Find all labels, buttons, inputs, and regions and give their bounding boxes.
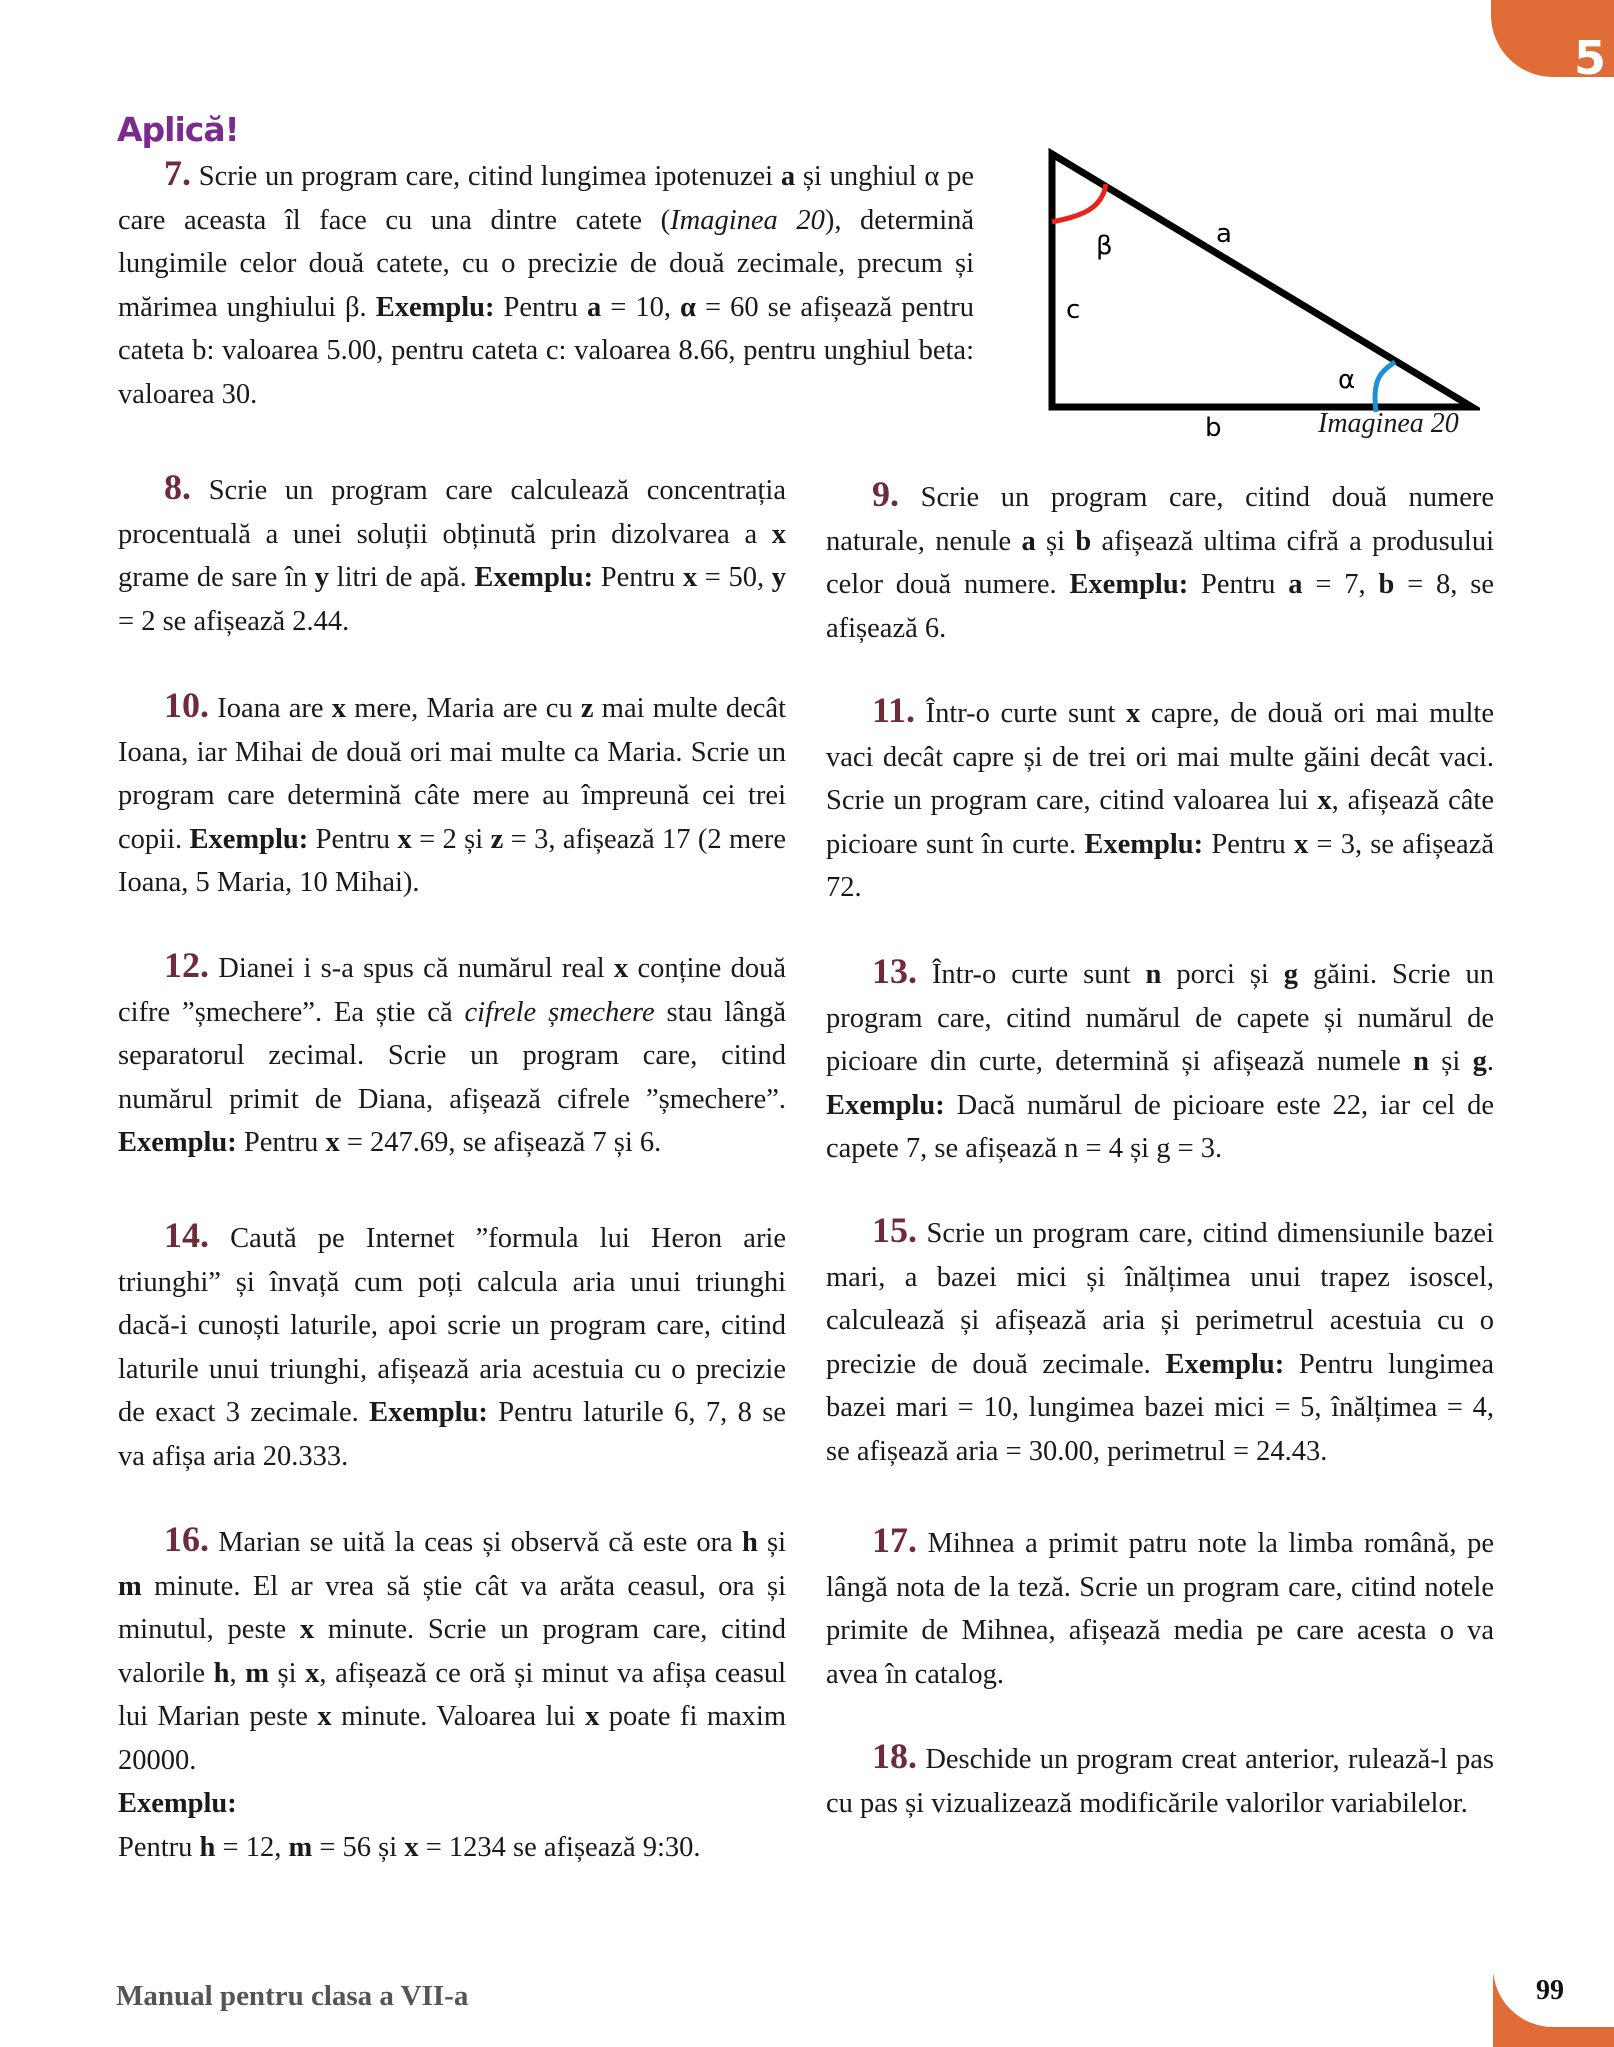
exercise-8: [118, 466, 786, 643]
example-text: Pentru h = 12, m = 56 și x = 1234 se afișează 9:30.: [118, 1831, 701, 1863]
exercise-text: 13. Într-o curte sunt n porci și g găini. Scrie un program care, citind numărul de capete și numărul de picioare din curte, determină și afișează numele n și g. Exemplu: Dacă numărul de picioare este 22, iar cel de capete 7, se afișează n = 4 și g = 3.: [826, 951, 1494, 1164]
figure-caption: Imaginea 20: [1318, 408, 1459, 439]
exercise-number: 14.: [164, 1215, 209, 1255]
exercise-number: 15.: [872, 1210, 917, 1250]
exercise-text: 17. Mihnea a primit patru note la limba română, pe lângă nota de la teză. Scrie un program care, citind notele primite de Mihnea, afișează media pe care acesta o va avea în catalog.: [826, 1520, 1494, 1690]
exercise-15: [826, 1209, 1494, 1473]
book-title-footer: Manual pentru clasa a VII-a: [116, 1980, 469, 2012]
section-title: Aplică!: [117, 110, 239, 149]
exercise-17: [826, 1519, 1494, 1696]
exercise-number: 12.: [164, 945, 209, 985]
exercise-13: [826, 950, 1494, 1171]
exercise-text: 18. Deschide un program creat anterior, rulează-l pas cu pas și vizualizează modificările valorilor variabilelor.: [826, 1736, 1494, 1819]
exercise-11: [826, 689, 1494, 910]
exercise-text: 15. Scrie un program care, citind dimensiunile bazei mari, a bazei mici și înălțimea unui trapez isoscel, calculează și afișează aria și perimetrul acestuia cu o precizie de două zecimale. Exemplu: Pentru lungimea bazei mari = 10, lungimea bazei mici = 5, înălțimea = 4, se afișează aria = 30.00, perimetrul = 24.43.: [826, 1210, 1494, 1467]
exercise-text: 12. Dianei i s-a spus că numărul real x conține două cifre ”șmechere”. Ea știe că cifrele șmechere stau lângă separatorul zecimal. Scrie un program care, citind numărul primit de Diana, afișează cifrele ”șmechere”. Exemplu: Pentru x = 247.69, se afișează 7 și 6.: [118, 945, 786, 1158]
leg-c-label: c: [1066, 295, 1081, 325]
exercise-18: [826, 1735, 1494, 1825]
exercise-text: 10. Ioana are x mere, Maria are cu z mai multe decât Ioana, iar Mihai de două ori mai multe ca Maria. Scrie un program care determină câte mere au împreună cei trei copii. Exemplu: Pentru x = 2 și z = 3, afișează 17 (2 mere Ioana, 5 Maria, 10 Mihai).: [118, 685, 786, 898]
exercise-9: [826, 473, 1494, 650]
exercise-number: 16.: [164, 1519, 209, 1559]
exercise-16: [118, 1518, 786, 1869]
exercise-number: 18.: [872, 1736, 917, 1776]
exercise-text: 11. Într-o curte sunt x capre, de două ori mai multe vaci decât capre și de trei ori mai multe găini decât vaci. Scrie un program care, citind valoarea lui x, afișează câte picioare sunt în curte. Exemplu: Pentru x = 3, se afișează 72.: [826, 690, 1495, 903]
leg-b-label: b: [1205, 413, 1222, 440]
exercise-text: 14. Caută pe Internet ”formula lui Heron arie triunghi” și învață cum poți calcula aria unui triunghi dacă-i cunoști laturile, apoi scrie un program care, citind laturile unui triunghi, afișează aria acestuia cu o precizie de exact 3 zecimale. Exemplu: Pentru laturile 6, 7, 8 se va afișa aria 20.333.: [118, 1215, 787, 1472]
example-label: Exemplu:: [118, 1788, 237, 1819]
alpha-label: α: [1338, 365, 1356, 395]
exercise-10: [118, 684, 786, 905]
exercise-number: 17.: [872, 1520, 917, 1560]
exercise-number: 8.: [164, 467, 191, 507]
exercise-text: 8. Scrie un program care calculează concentrația procentuală a unei soluții obținută prin dizolvarea a x grame de sare în y litri de apă. Exemplu: Pentru x = 50, y = 2 se afișează 2.44.: [118, 467, 786, 637]
exercise-number: 9.: [872, 474, 899, 514]
exercise-text: 7. Scrie un program care, citind lungimea ipotenuzei a și unghiul α pe care aceasta îl face cu una dintre catete (Imaginea 20), determină lungimile celor două catete, cu o precizie de două zecimale, precum și mărimea unghiului β. Exemplu: Pentru a = 10, α = 60 se afișează pentru cateta b: valoarea 5.00, pentru cateta c: valoarea 8.66, pentru unghiul beta: valoarea 30.: [118, 153, 975, 410]
beta-arc: [1052, 184, 1106, 222]
exercise-number: 11.: [872, 690, 916, 730]
exercise-number: 7.: [164, 153, 191, 193]
exercise-text: 9. Scrie un program care, citind două numere naturale, nenule a și b afișează ultima cifră a produsului celor două numere. Exemplu: Pentru a = 7, b = 8, se afișează 6.: [826, 474, 1495, 644]
exercise-7: [118, 152, 974, 416]
beta-label: β: [1096, 231, 1113, 261]
exercise-text: 16. Marian se uită la ceas și observă că este ora h și m minute. El ar vrea să știe cât va arăta ceasul, ora și minutul, peste x minute. Scrie un program care, citind valorile h, m și x, afișează ce oră și minut va afișa ceasul lui Marian peste x minute. Valoarea lui x poate fi maxim 20000.: [118, 1519, 787, 1776]
right-triangle-figure: [1040, 140, 1480, 440]
exercise-14: [118, 1214, 786, 1478]
hypotenuse-label: a: [1216, 219, 1232, 249]
exercise-12: [118, 944, 786, 1165]
exercise-number: 10.: [164, 685, 209, 725]
page-number: 99: [1536, 1975, 1564, 2006]
chapter-number: 5: [1573, 31, 1606, 85]
exercise-number: 13.: [872, 951, 917, 991]
chapter-tab: [1491, 0, 1614, 85]
